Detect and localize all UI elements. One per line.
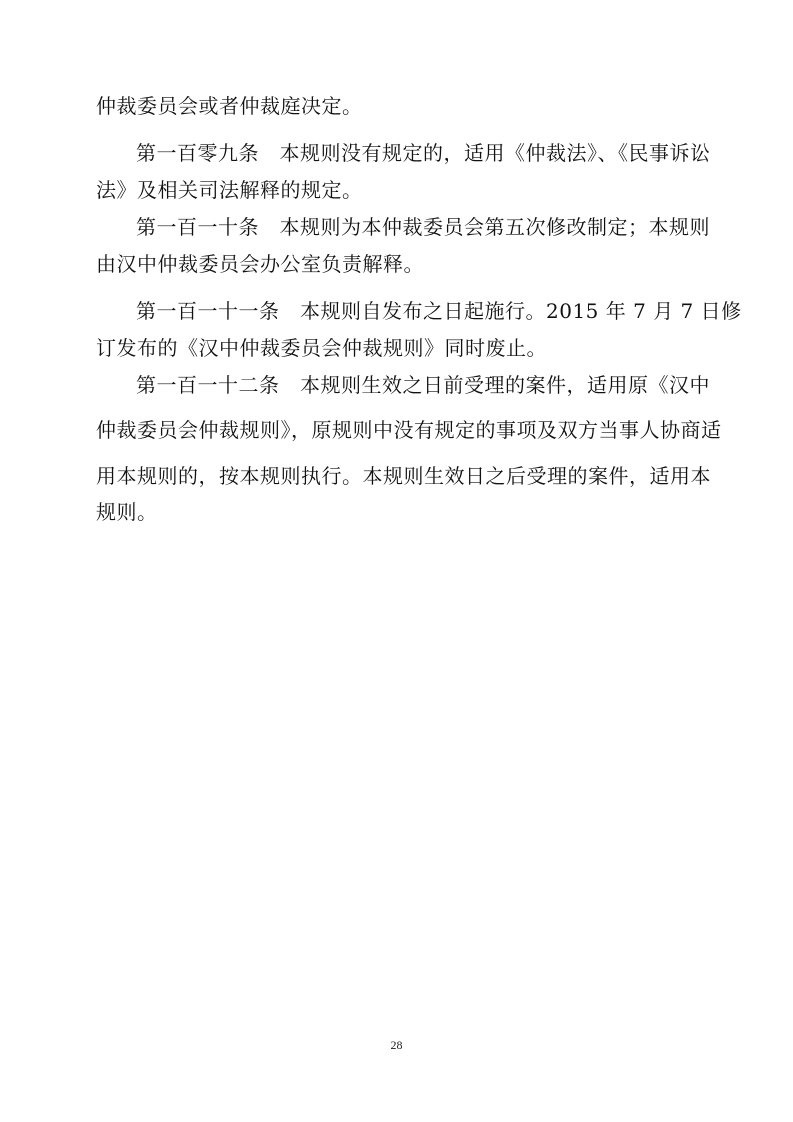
text-line: 仲裁委员会或者仲裁庭决定。 <box>96 94 363 118</box>
article-112-line-3: 用本规则的，按本规则执行。本规则生效日之后受理的案件，适用本 <box>96 464 711 488</box>
page-number: 28 <box>390 1038 403 1052</box>
article-109-line-1: 第一百零九条 本规则没有规定的，适用《仲裁法》、《民事诉讼 <box>136 141 711 165</box>
article-111-line-2: 订发布的《汉中仲裁委员会仲裁规则》同时废止。 <box>96 336 547 360</box>
article-109-line-2: 法》及相关司法解释的规定。 <box>96 178 363 202</box>
article-112-line-4: 规则。 <box>96 500 158 524</box>
article-112-line-2: 仲裁委员会仲裁规则》，原规则中没有规定的事项及双方当事人协商适 <box>96 418 722 442</box>
article-110-line-1: 第一百一十条 本规则为本仲裁委员会第五次修改制定；本规则 <box>136 215 710 239</box>
article-112-line-1: 第一百一十二条 本规则生效之日前受理的案件，适用原《汉中 <box>136 373 710 397</box>
article-110-line-2: 由汉中仲裁委员会办公室负责解释。 <box>96 252 424 276</box>
article-111-line-1: 第一百一十一条 本规则自发布之日起施行。2015 年 7 月 7 日修 <box>136 299 742 323</box>
